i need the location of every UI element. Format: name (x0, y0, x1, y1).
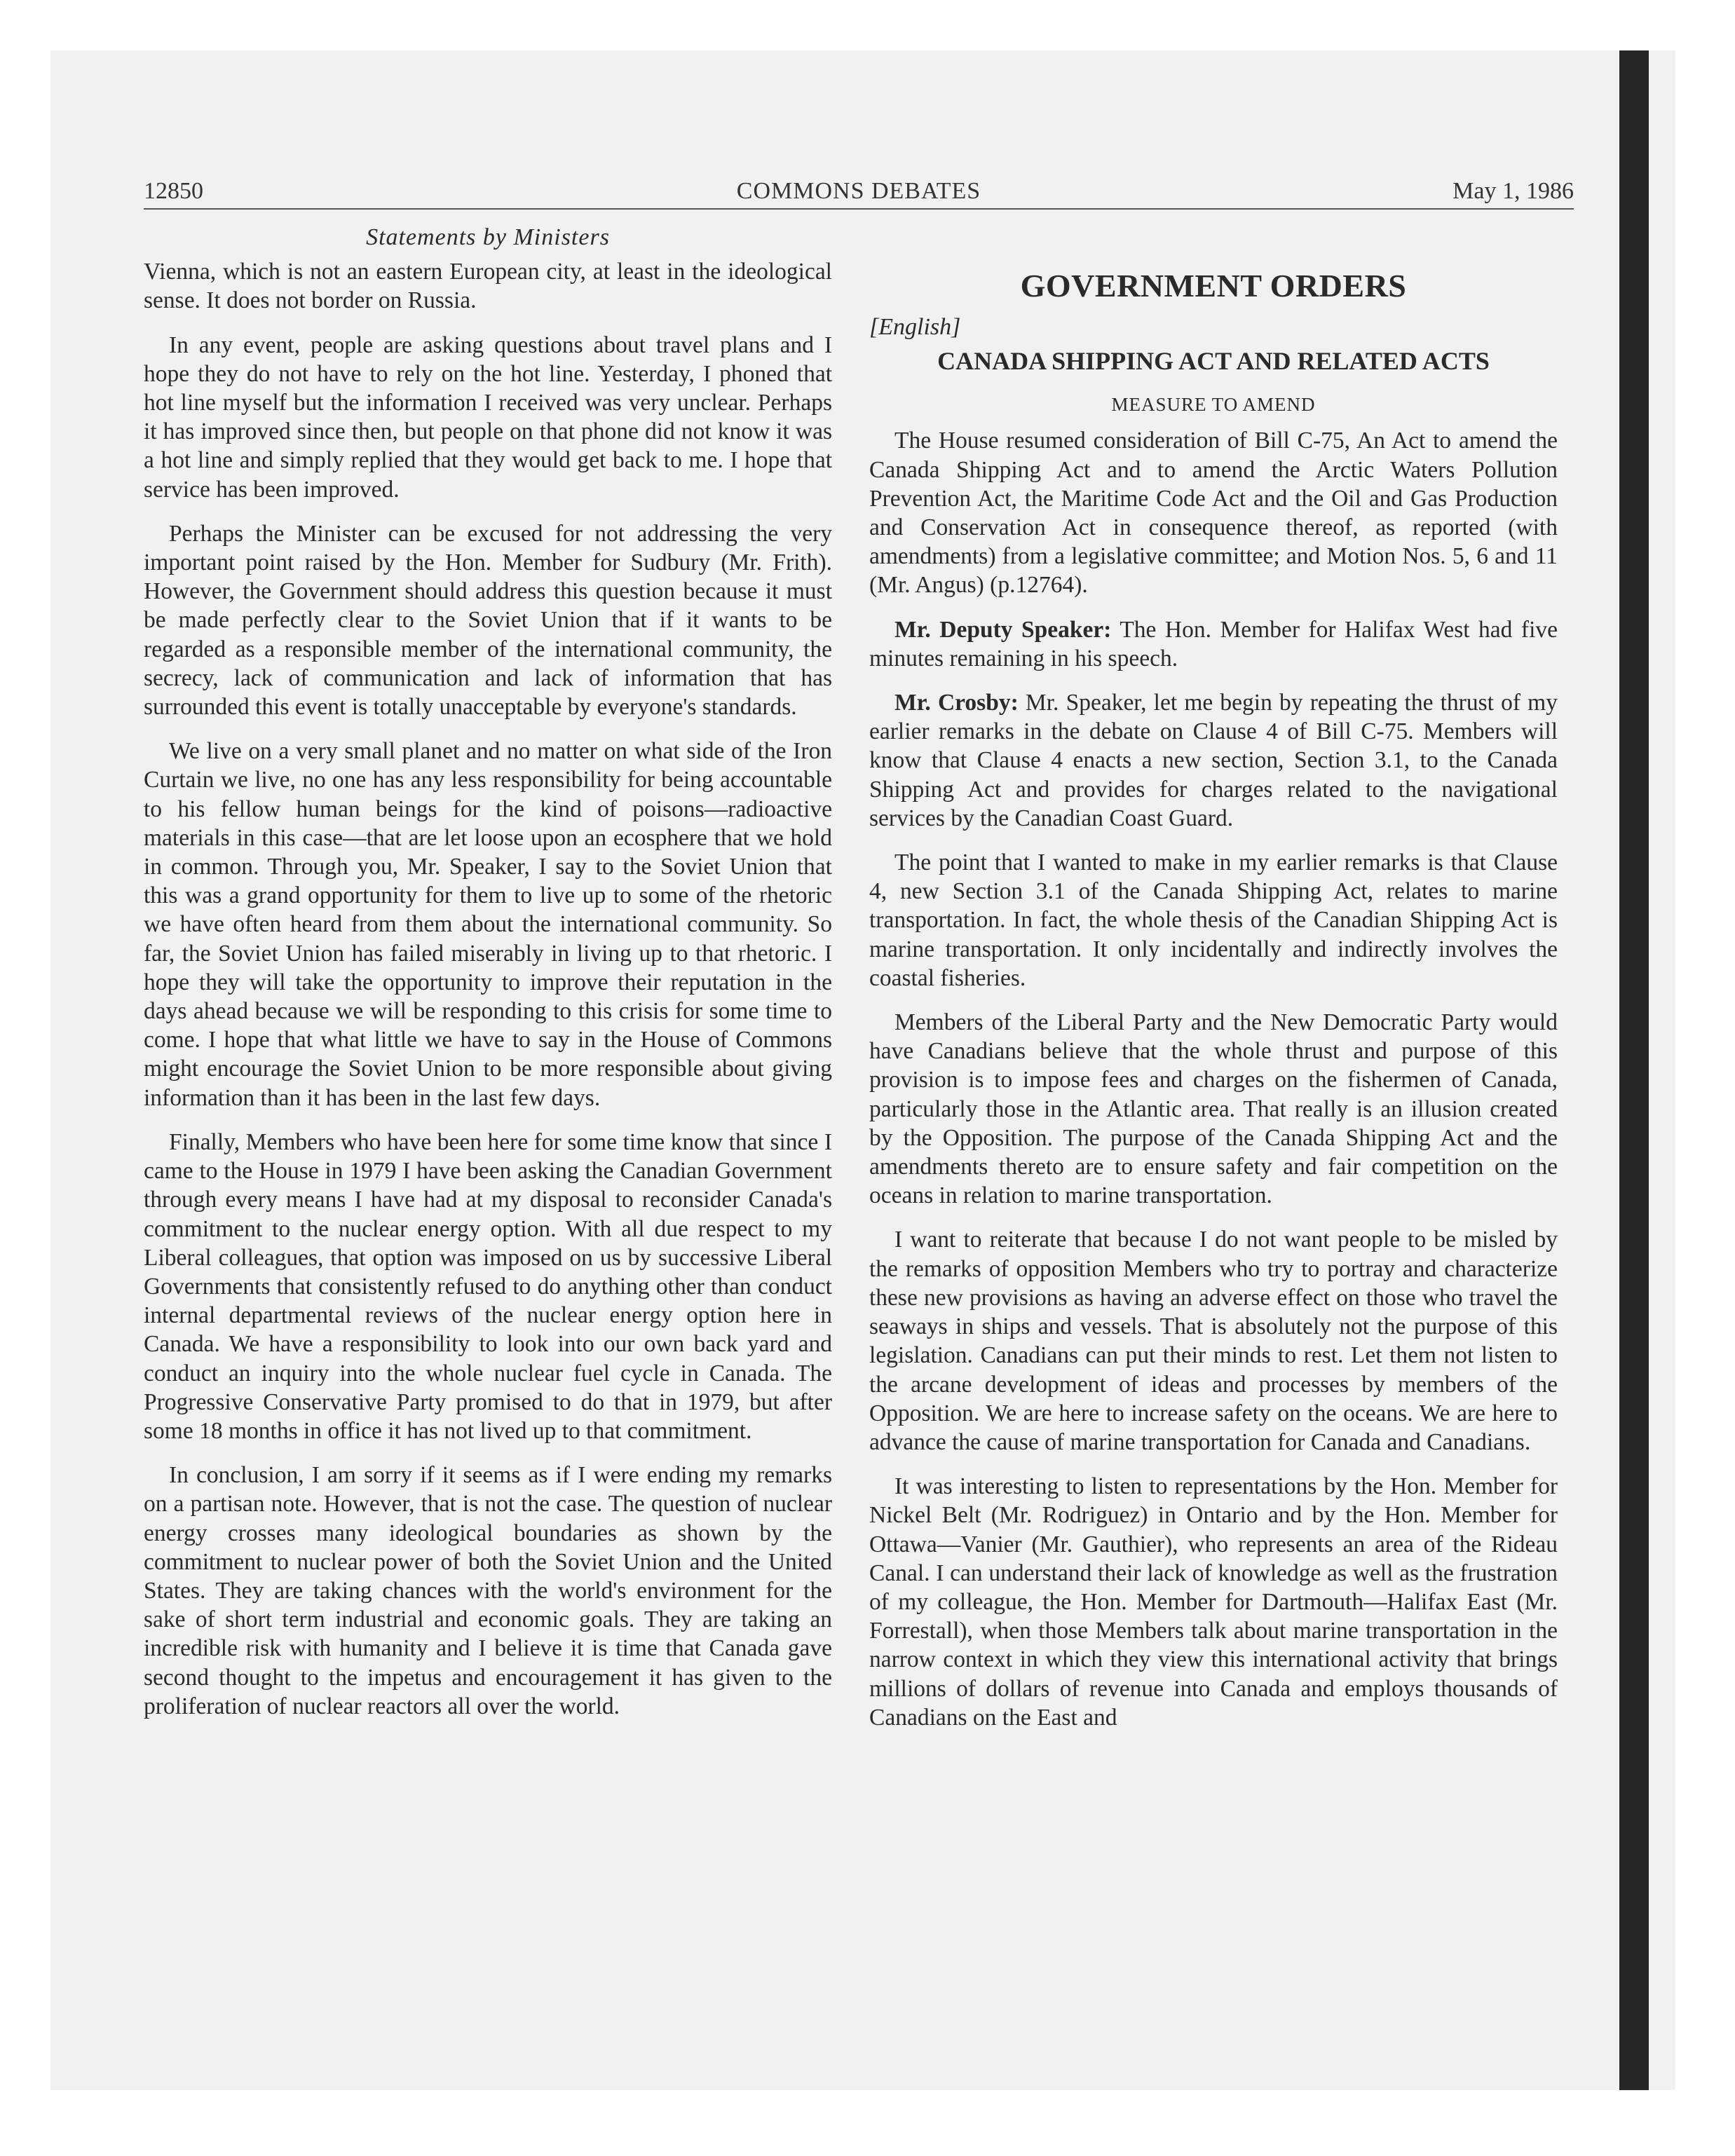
subsection-title: CANADA SHIPPING ACT AND RELATED ACTS (937, 347, 1490, 376)
speaker-name: Mr. Crosby: (894, 690, 1019, 716)
speech-crosby (869, 688, 1558, 833)
intro-paragraph: The House resumed consideration of Bill C-75, An Act to amend the Canada Shipping Act and to amend the Arctic Waters Pollution Prevention Act, the Maritime Code Act and the Oil and Gas Production and Conservation Act in consequence thereof, as reported (with amendments) from a legislative committee; and Motion Nos. 5, 6 and 11 (Mr. Angus) (p.12764). (869, 428, 1558, 599)
paragraph: In conclusion, I am sorry if it seems as if I were ending my remarks on a partisan note. However, that is not the case. The question of nuclear energy crosses many ideological boundaries as shown by the commitment to nuclear power of both the Soviet Union and the United States. They are taking chances with the world's environment for the sake of short term industrial and economic goals. They are taking an incredible risk with humanity and I believe it is time that Canada gave second thought to the impetus and encouragement it has given to the proliferation of nuclear reactors all over the world. (144, 1462, 832, 1719)
running-head: Statements by Ministers (366, 224, 610, 250)
paragraph: Members of the Liberal Party and the New Democratic Party would have Canadians believe that the whole thrust and purpose of this provision is to impose fees and charges on the fishermen of Canada, particularly those in the Atlantic area. That really is an illusion created by the Opposition. The purpose of the Canada Shipping Act and the amendments thereto are to ensure safety and fair competition on the oceans in relation to marine transportation. (869, 1009, 1558, 1209)
paragraph: The point that I wanted to make in my earlier remarks is that Clause 4, new Section 3.1 of the Canada Shipping Act, relates to marine transportation. In fact, the whole thesis of the Canadian Shipping Act is marine transportation. It only incidentally and indirectly involves the coastal fisheries. (869, 850, 1558, 991)
left-column (144, 223, 832, 1736)
page-header (144, 178, 1574, 210)
speech-text: Mr. Speaker, let me begin by repeating the thrust of my earlier remarks in the debate on Clause 4 of Bill C-75. Members will know that Clause 4 enacts a new section, Section 3.1, to the Canada Shipping Act and provides for charges related to the navigational services by the Canadian Coast Guard. (869, 690, 1558, 831)
speech-deputy-speaker (869, 615, 1558, 673)
speech-text: The Hon. Member for Halifax West had five minutes remaining in his speech. (869, 616, 1558, 671)
speaker-name: Mr. Deputy Speaker: (894, 616, 1112, 643)
section-title: GOVERNMENT ORDERS (1020, 268, 1407, 303)
scan-border (1619, 50, 1649, 2090)
paragraph: I want to reiterate that because I do not want people to be misled by the remarks of opposition Members who try to portray and characterize these new provisions as having an adverse effect on those who travel the seaways in ships and vessels. That is absolutely not the purpose of this legislation. Canadians can put their minds to rest. Let them not listen to the arcane development of ideas and processes by members of the Opposition. We are here to increase safety on the oceans. We are here to advance the cause of marine transportation for Canada and Canadians. (869, 1227, 1558, 1455)
issue-date: May 1, 1986 (1452, 178, 1574, 204)
measure-heading: MEASURE TO AMEND (1111, 394, 1316, 416)
paragraph: Perhaps the Minister can be excused for not addressing the very important point raised by the Hon. Member for Sudbury (Mr. Frith). However, the Government should address this question because it must be made perfectly clear to the Soviet Union that if it wants to be regarded as a responsible member of the international community, the secrecy, lack of communication and lack of information that has surrounded this event is totally unacceptable by everyone's standards. (144, 520, 832, 721)
paragraph: Vienna, which is not an eastern European city, at least in the ideological sense. It does not border on Russia. (144, 259, 832, 314)
right-column (869, 223, 1558, 1747)
paragraph: It was interesting to listen to representations by the Hon. Member for Nickel Belt (Mr. Rodriguez) in Ontario and by the Hon. Member for Ottawa—Vanier (Mr. Gauthier), who represents an area of the Rideau Canal. I can understand their lack of knowledge as well as the frustration of my colleague, the Hon. Member for Dartmouth—Halifax East (Mr. Forrestall), when those Members talk about marine transportation in the narrow context in which they view this international activity that brings millions of dollars of revenue into Canada and employs thousands of Canadians on the East and (869, 1473, 1558, 1731)
page-number: 12850 (144, 178, 203, 204)
paragraph: In any event, people are asking questions about travel plans and I hope they do not have to rely on the hot line. Yesterday, I phoned that hot line myself but the information I received was very unclear. Perhaps it has improved since then, but people on that phone did not know it was a hot line and simply replied that they would get back to me. I hope that service has been improved. (144, 332, 832, 503)
journal-title: COMMONS DEBATES (736, 178, 981, 204)
paragraph: We live on a very small planet and no matter on what side of the Iron Curtain we live, no one has any less responsibility for being accountable to his fellow human beings for the kind of poisons—radioactive materials in this case—that are let loose upon an ecosphere that we hold in common. Through you, Mr. Speaker, I say to the Soviet Union that this was a grand opportunity for them to live up to some of the rhetoric we have often heard from them about the international community. So far, the Soviet Union has failed miserably in living up to that rhetoric. I hope they will take the opportunity to improve their reputation in the days ahead because we will be responding to this crisis for some time to come. I hope that what little we have to say in the House of Commons might encourage the Soviet Union to be more responsible about giving information than it has been in the last few days. (144, 738, 832, 1111)
header-rule (144, 208, 1574, 210)
paragraph: Finally, Members who have been here for some time know that since I came to the House in 1979 I have been asking the Canadian Government through every means I have had at my disposal to reconsider Canada's commitment to the nuclear energy option. With all due respect to my Liberal colleagues, that option was imposed on us by successive Liberal Governments that consistently refused to do anything other than conduct internal departmental reviews of the nuclear energy option here in Canada. We have a responsibility to look into our own back yard and conduct an inquiry into the whole nuclear fuel cycle in Canada. The Progressive Conservative Party promised to do that in 1979, but after some 18 months in office it has not lived up to that commitment. (144, 1128, 832, 1444)
language-tag: [English] (869, 314, 961, 340)
